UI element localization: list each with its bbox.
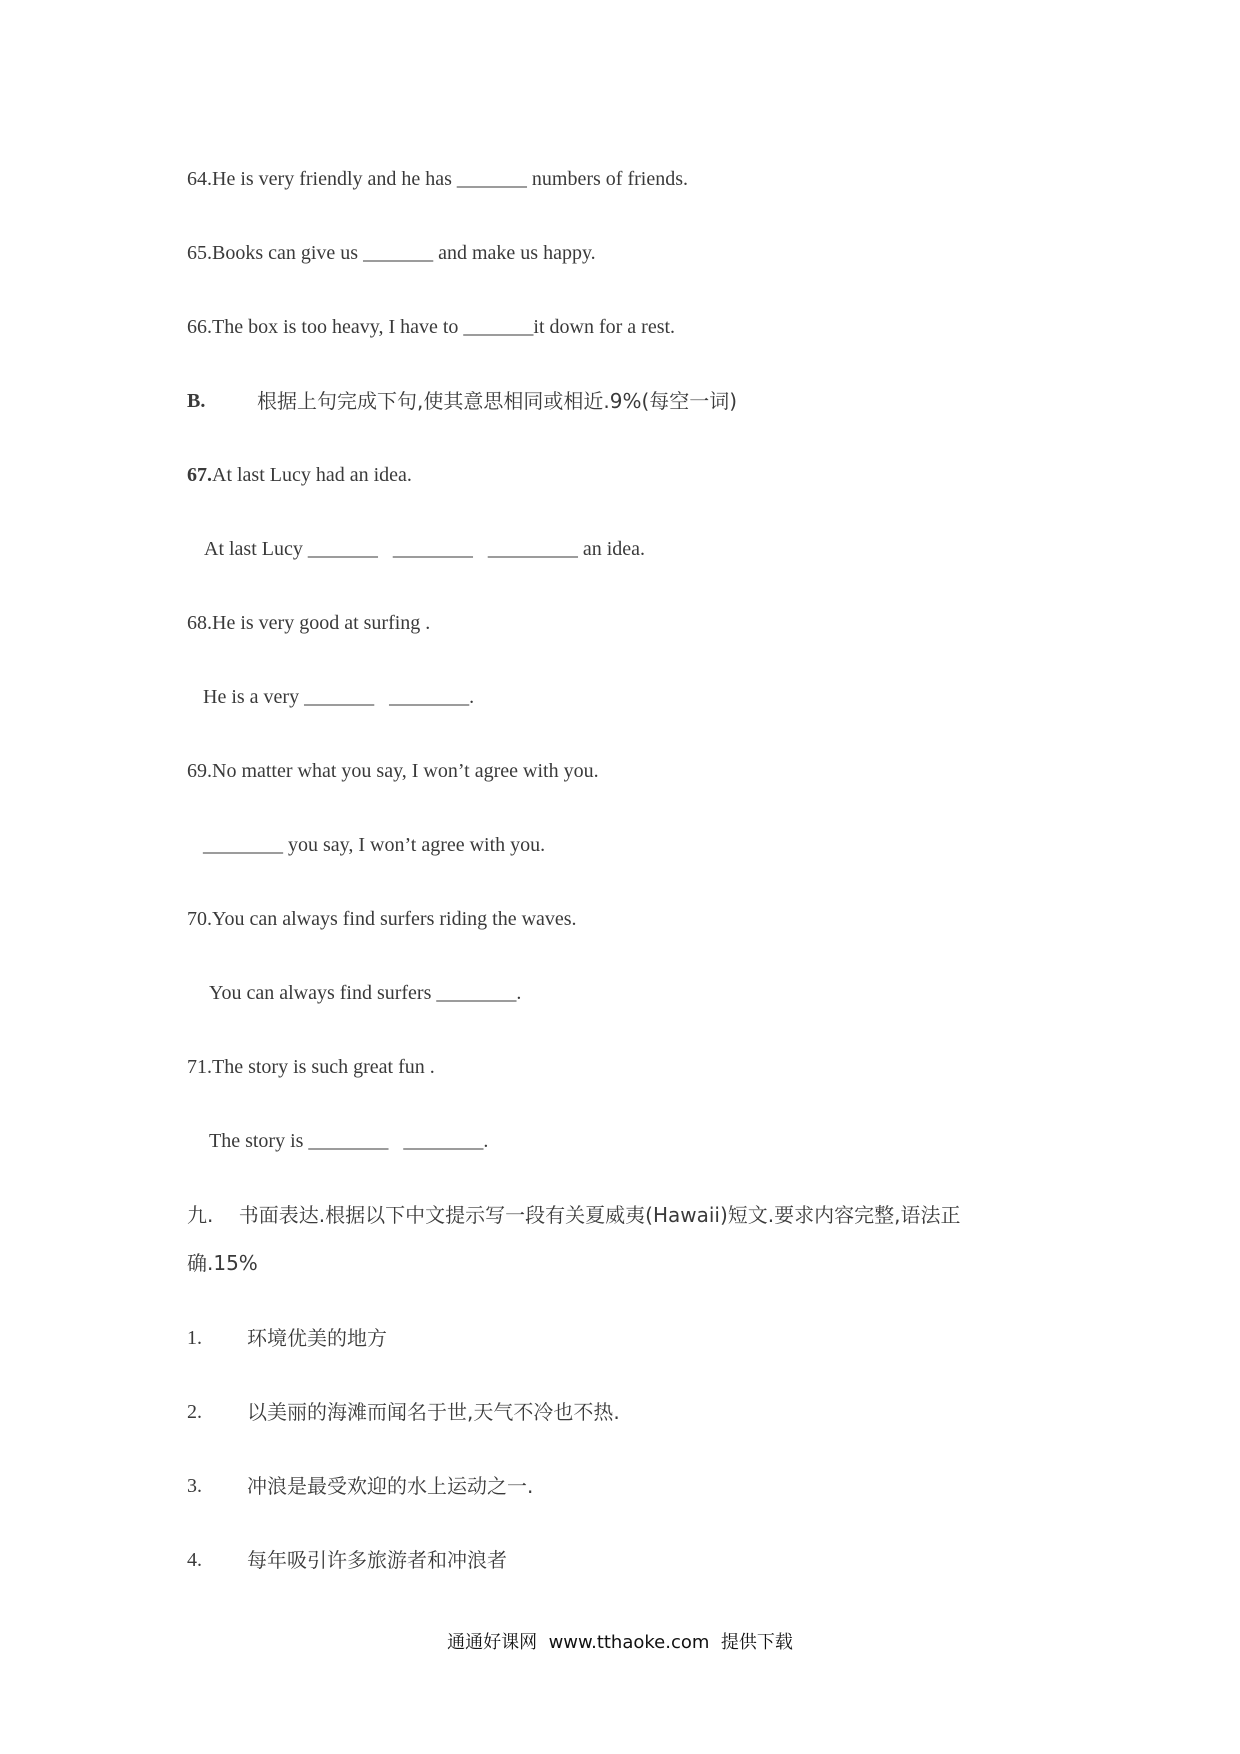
question-67 bbox=[187, 463, 412, 487]
writing-point-text: 冲浪是最受欢迎的水上运动之一. bbox=[247, 1474, 534, 1498]
question-70: 70.You can always find surfers riding the waves. bbox=[187, 908, 577, 930]
writing-point-text: 以美丽的海滩而闻名于世,天气不冷也不热. bbox=[247, 1400, 620, 1424]
page-footer: 通通好课网 www.tthaoke.com 提供下载 bbox=[447, 1632, 793, 1653]
question-68: 68.He is very good at surfing . bbox=[187, 612, 431, 634]
question-67-text: At last Lucy had an idea. bbox=[212, 464, 412, 486]
question-69-answer: ________ you say, I won’t agree with you. bbox=[203, 834, 546, 856]
question-71-answer: The story is ________ ________. bbox=[209, 1130, 489, 1152]
question-64: 64.He is very friendly and he has _______ numbers of friends. bbox=[187, 168, 688, 190]
question-71: 71.The story is such great fun . bbox=[187, 1056, 435, 1078]
question-67-answer: At last Lucy _______ ________ _________ an idea. bbox=[204, 538, 646, 560]
writing-point-number: 2. bbox=[187, 1401, 202, 1423]
writing-heading-line1: 九. 书面表达.根据以下中文提示写一段有关夏威夷(Hawaii)短文.要求内容完整,语法正 bbox=[187, 1203, 961, 1227]
writing-point-text: 环境优美的地方 bbox=[247, 1326, 387, 1350]
section-b-label: B. bbox=[187, 390, 206, 412]
question-68-answer: He is a very _______ ________. bbox=[203, 686, 475, 708]
question-70-answer: You can always find surfers ________. bbox=[209, 982, 522, 1004]
section-b-instructions: 根据上句完成下句,使其意思相同或相近.9%(每空一词) bbox=[257, 389, 738, 413]
writing-point-number: 1. bbox=[187, 1327, 202, 1349]
question-65: 65.Books can give us _______ and make us happy. bbox=[187, 242, 596, 264]
writing-heading-line2: 确.15% bbox=[187, 1251, 258, 1275]
question-67-number: 67. bbox=[187, 464, 212, 486]
writing-point-number: 4. bbox=[187, 1549, 202, 1571]
writing-point-number: 3. bbox=[187, 1475, 202, 1497]
writing-point-text: 每年吸引许多旅游者和冲浪者 bbox=[247, 1548, 507, 1572]
question-66: 66.The box is too heavy, I have to _______it down for a rest. bbox=[187, 316, 676, 338]
question-69: 69.No matter what you say, I won’t agree with you. bbox=[187, 760, 599, 782]
